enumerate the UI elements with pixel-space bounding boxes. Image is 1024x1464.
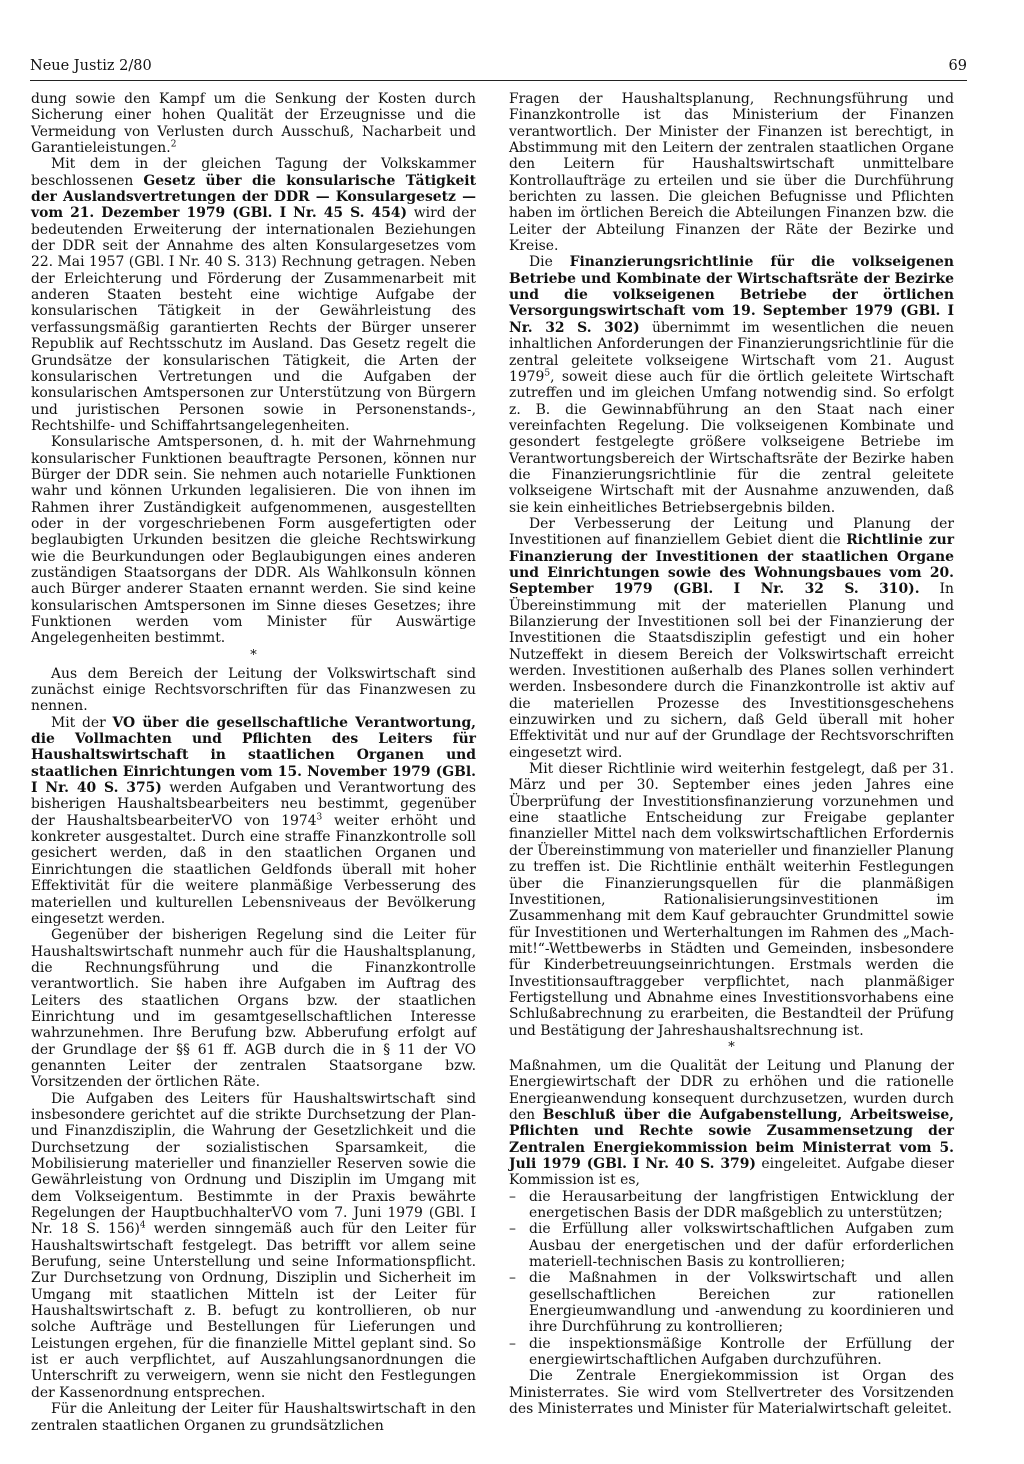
paragraph-finanzierungsrichtlinie: Die Finanzierungsrichtlinie für die volkseigenen Betriebe und Kombinate der Wirtschaftsräte der Bezirke und die volkseigenen Betriebe der örtlichen Versorgungswirtschaft vom 19. September 1979 (GBl. I Nr. 32 S. 302) übernimmt im wesentlichen die neuen inhaltlichen Anforderungen der Finanzierungsrichtlinie für die zentral geleitete volkseigene Wirtschaft vom 21. August 1979$^5$, soweit diese auch für die örtlich geleitete Wirtschaft zutreffen und im gleichen Umfang notwendig sind. So erfolgt z. B. die Gewinnabführung an den Staat nach einer vereinfachten Regelung. Die volkseigenen Kombinate und gesondert festgelegte größere volkseigene Betriebe im Verantwortungsbereich der Wirtschaftsräte der Bezirke haben die Finanzierungsrichtlinie für die zentral geleitete volkseigene Wirtschaft mit der Ausnahme anzuwenden, daß sie kein einheitliches Betriebsergebnis bilden. [509,254,954,516]
paragraph: Für die Anleitung der Leiter für Haushaltswirtschaft in den zentralen staatlichen Organen zu grundsätzlichen [31,1401,476,1434]
list-item: – die inspektionsmäßige Kontrolle der Erfüllung der energiewirtschaftlichen Aufgaben durchzuführen. [509,1336,954,1369]
law-title: VO über die gesellschaftliche Verantwortung, die Vollmachten und Pflichten des Leiters für Haushaltswirtschaft in staatlichen Organen und staatlichen Einrichtungen vom 15. November 1979 (GBl. I Nr. 40 S. 375) [31,714,476,797]
paragraph: dung sowie den Kampf um die Senkung der Kosten durch Sicherung einer hohen Qualität der Erzeugnisse und die Vermeidung von Verlusten durch Ausschuß, Nacharbeit und Garantieleistungen.$^2$ [31,91,476,157]
footnote-ref: 2 [170,139,177,150]
paragraph-investitionen: Der Verbesserung der Leitung und Planung der Investitionen auf finanziellem Gebiet dient die Richtlinie zur Finanzierung der Investitionen der staatlichen Organe und Einrichtungen sowie des Wohnungsbaues vom 20. September 1979 (GBl. I Nr. 32 S. 310). In Übereinstimmung mit der materiellen Planung und Bilanzierung der Investitionen soll bei der Finanzierung der Investitionen die Staatsdisziplin gefestigt und ein hoher Nutzeffekt in diesem Bereich der Volkswirtschaft erreicht werden. Investitionen außerhalb des Planes sollen verhindert werden. Insbesondere durch die Finanzkontrolle ist aktiv auf die materiellen Prozesse des Investitionsgeschehens einzuwirken und zu sichern, daß Geld überall mit hoher Effektivität und nur auf der Grundlage der Rechtsvorschriften eingesetzt wird. [509,515,955,761]
list-item: – die Herausarbeitung der langfristigen Entwicklung der energetischen Basis der DDR maßgeblich zu unterstützen; [509,1189,954,1222]
law-title: Finanzierungsrichtlinie für die volkseigenen Betriebe und Kombinate der Wirtschaftsräte der Bezirke und die volkseigenen Betriebe der örtlichen Versorgungswirtschaft vom 19. September 1979 (GBl. I Nr. 32 S. 302) [509,254,954,336]
task-list [509,1189,954,1369]
law-title: Richtlinie zur Finanzierung der Investitionen der staatlichen Organe und Einrichtungen sowie des Wohnungsbaues vom 20. September 1979 (GBl. I Nr. 32 S. 310). [509,532,955,598]
paragraph-energiekommission: Maßnahmen, um die Qualität der Leitung und Planung der Energiewirtschaft der DDR zu erhöhen und die rationelle Energieanwendung konsequent durchzusetzen, wurden durch den Beschluß über die Aufgabenstellung, Arbeitsweise, Pflichten und Rechte sowie Zusammensetzung der Zentralen Energiekommission beim Ministerrat vom 5. Juli 1979 (GBl. I Nr. 40 S. 379) eingeleitet. Aufgabe dieser Kommission ist es, [509,1057,954,1189]
right-column [509,91,954,1418]
paragraph: Die Aufgaben des Leiters für Haushaltswirtschaft sind insbesondere gerichtet auf die strikte Durchsetzung der Plan- und Finanzdisziplin, die Wahrung der Gesetzlichkeit und die Durchsetzung der sozialistischen Sparsamkeit, die Mobilisierung materieller und finanzieller Reserven sowie die Gewährleistung von Ordnung und Disziplin im Umgang mit dem Volkseigentum. Bestimmte in der Praxis bewährte Regelungen der HauptbuchhalterVO vom 7. Juni 1979 (GBl. I Nr. 18 S. 156)$^4$ werden sinngemäß auch für den Leiter für Haushaltswirtschaft festgelegt. Das betrifft vor allem seine Berufung, seine Unterstellung und seine Informationspflicht. Zur Durchsetzung von Ordnung, Disziplin und Sicherheit im Umgang mit staatlichen Mitteln ist der Leiter für Haushaltswirtschaft z. B. befugt zu kontrollieren, ob nur solche Aufträge und Bestellungen für Lieferungen und Leistungen ergehen, für die finanzielle Mittel geplant sind. So ist er auch verpflichtet, auf Auszahlungsanordnungen die Unterschrift zu verweigern, wenn sie nicht den Festlegungen der Kassenordnung entsprechen. [31,1090,476,1401]
law-title: Beschluß über die Aufgabenstellung, Arbeitsweise, Pflichten und Rechte sowie Zusammensetzung der Zentralen Energiekommission beim Ministerrat vom 5. Juli 1979 (GBl. I Nr. 40 S. 379) [509,1106,954,1172]
paragraph-konsulargesetz: Mit dem in der gleichen Tagung der Volkskammer beschlossenen Gesetz über die konsularische Tätigkeit der Auslandsvertretungen der DDR — Konsulargesetz — vom 21. Dezember 1979 (GBl. I Nr. 45 S. 454) wird der bedeutenden Erweiterung der internationalen Beziehungen der DDR seit der Annahme des alten Konsulargesetzes vom 22. Mai 1957 (GBl. I Nr. 40 S. 313) Rechnung getragen. Neben der Erleichterung und Förderung der Zusammenarbeit mit anderen Staaten besteht eine wichtige Aufgabe der konsularischen Tätigkeit in der Gewährleistung des verfassungsmäßig garantierten Rechts der Bürger unserer Republik auf Rechtsschutz im Ausland. Das Gesetz regelt die Grundsätze der konsularischen Tätigkeit, die Arten der konsularischen Vertretungen und die Aufgaben der konsularischen Amtspersonen zur Unterstützung von Bürgern und juristischen Personen sowie in Personenstands-, Rechtshilfe- und Schiffahrtsangelegenheiten. [31,156,477,434]
section-separator: * [250,647,257,663]
paragraph: Aus dem Bereich der Leitung der Volkswirtschaft sind zunächst einige Rechtsvorschriften für das Finanzwesen zu nennen. [31,665,476,715]
list-item: – die Maßnahmen in der Volkswirtschaft und allen gesellschaftlichen Bereichen zur rationellen Energieumwandlung und -anwendung zu koordinieren und ihre Durchführung zu kontrollieren; [509,1270,954,1335]
paragraph: Fragen der Haushaltsplanung, Rechnungsführung und Finanzkontrolle ist das Ministerium der Finanzen verantwortlich. Der Minister der Finanzen ist berechtigt, in Abstimmung mit den Leitern der zentralen staatlichen Organe den Leitern für Haushaltswirtschaft unmittelbare Kontrollaufträge zu erteilen und sie über die Durchführung berichten zu lassen. Die gleichen Befugnisse und Pflichten haben im örtlichen Bereich die Abteilungen Finanzen bzw. die Leiter der Abteilung Finanzen der Räte der Bezirke und Kreise. [509,91,954,255]
list-item: – die Erfüllung aller volkswirtschaftlichen Aufgaben zum Ausbau der energetischen und der dafür erforderlichen materiell-technischen Basis zu kontrollieren; [509,1221,954,1270]
section-separator: * [728,1039,735,1055]
law-title: Gesetz über die konsularische Tätigkeit der Auslandsvertretungen der DDR — Konsulargesetz — vom 21. Dezember 1979 (GBl. I Nr. 45 S. 454) [31,172,477,222]
paragraph: Gegenüber der bisherigen Regelung sind die Leiter für Haushaltswirtschaft nunmehr auch für die Haushaltsplanung, die Rechnungsführung und die Finanzkontrolle verantwortlich. Sie haben ihre Aufgaben im Auftrag des Leiters des staatlichen Organs bzw. der staatlichen Einrichtung und im gesamtgesellschaftlichen Interesse wahrzunehmen. Ihre Berufung bzw. Abberufung erfolgt auf der Grundlage der §§ 61 ff. AGB durch die in § 11 der VO genannten Leiter der zentralen Staatsorgane bzw. Vorsitzenden der örtlichen Räte. [31,927,476,1091]
page-header [30,58,967,82]
paragraph: Die Zentrale Energiekommission ist Organ des Ministerrates. Sie wird vom Stellvertreter des Vorsitzenden des Ministerrates und Minister für Materialwirtschaft geleitet. [509,1368,954,1418]
paragraph: Mit dieser Richtlinie wird weiterhin festgelegt, daß per 31. März und per 30. September eines jeden Jahres eine Überprüfung der Investitionsfinanzierung vorzunehmen und eine staatliche Entscheidung zur Freigabe geplanter finanzieller Mittel nach dem volkswirtschaftlichen Erfordernis der Übereinstimmung von materieller und finanzieller Planung zu treffen ist. Die Richtlinie enthält weiterhin Festlegungen über die Finanzierungsquellen für die planmäßigen Investitionen, Rationalisierungsinvestitionen im Zusammenhang mit dem Kauf gebrauchter Grundmittel sowie für Investitionen und Werterhaltungen im Rahmen des „Mach-mit!“-Wettbewerbs in Städten und Gemeinden, insbesondere für Kinderbetreuungseinrichtungen. Erstmals werden die Investitionsauftraggeber verpflichtet, nach planmäßiger Fertigstellung und Abnahme eines Investitionsvorhabens eine Schlußabrechnung zu erarbeiten, die Bestandteil der Prüfung und Bestätigung der Jahreshaushaltsrechnung ist. [509,761,954,1039]
left-column [31,91,476,1434]
footnote-ref: 3 [316,812,323,823]
journal-title: Neue Justiz 2/80 [30,58,152,74]
paragraph: Konsularische Amtspersonen, d. h. mit der Wahrnehmung konsularischer Funktionen beauftragte Personen, können nur Bürger der DDR sein. Sie nehmen auch notarielle Funktionen wahr und können Urkunden legalisieren. Die von ihnen im Rahmen ihrer Zuständigkeit aufgenommenen, ausgestellten oder in der vorgeschriebenen Form ausgefertigten oder beglaubigten Urkunden besitzen die gleiche Rechtswirkung wie die Beurkundungen oder Beglaubigungen eines anderen zuständigen Staatsorgans der DDR. Als Wahlkonsuln können auch Bürger anderer Staaten ernannt werden. Sie sind keine konsularischen Amtspersonen im Sinne dieses Gesetzes; ihre Funktionen werden vom Minister für Auswärtige Angelegenheiten bestimmt. [31,434,476,647]
footnote-ref: 4 [139,1220,146,1231]
paragraph-haushaltswirtschaft: Mit der VO über die gesellschaftliche Verantwortung, die Vollmachten und Pflichten des Leiters für Haushaltswirtschaft in staatlichen Organen und staatlichen Einrichtungen vom 15. November 1979 (GBl. I Nr. 40 S. 375) werden Aufgaben und Verantwortung des bisherigen Haushaltsbearbeiters neu bestimmt, gegenüber der HaushaltsbearbeiterVO von 1974$^3$ weiter erhöht und konkreter ausgestaltet. Durch eine straffe Finanzkontrolle soll gesichert werden, daß in den staatlichen Organen und Einrichtungen die staatlichen Geldfonds überall mit hoher Effektivität für die weitere planmäßige Verbesserung des materiellen und kulturellen Lebensniveaus der Bevölkerung eingesetzt werden. [31,714,477,927]
footnote-ref: 5 [544,368,551,379]
header-rule [30,80,967,81]
page-number: 69 [948,58,967,74]
